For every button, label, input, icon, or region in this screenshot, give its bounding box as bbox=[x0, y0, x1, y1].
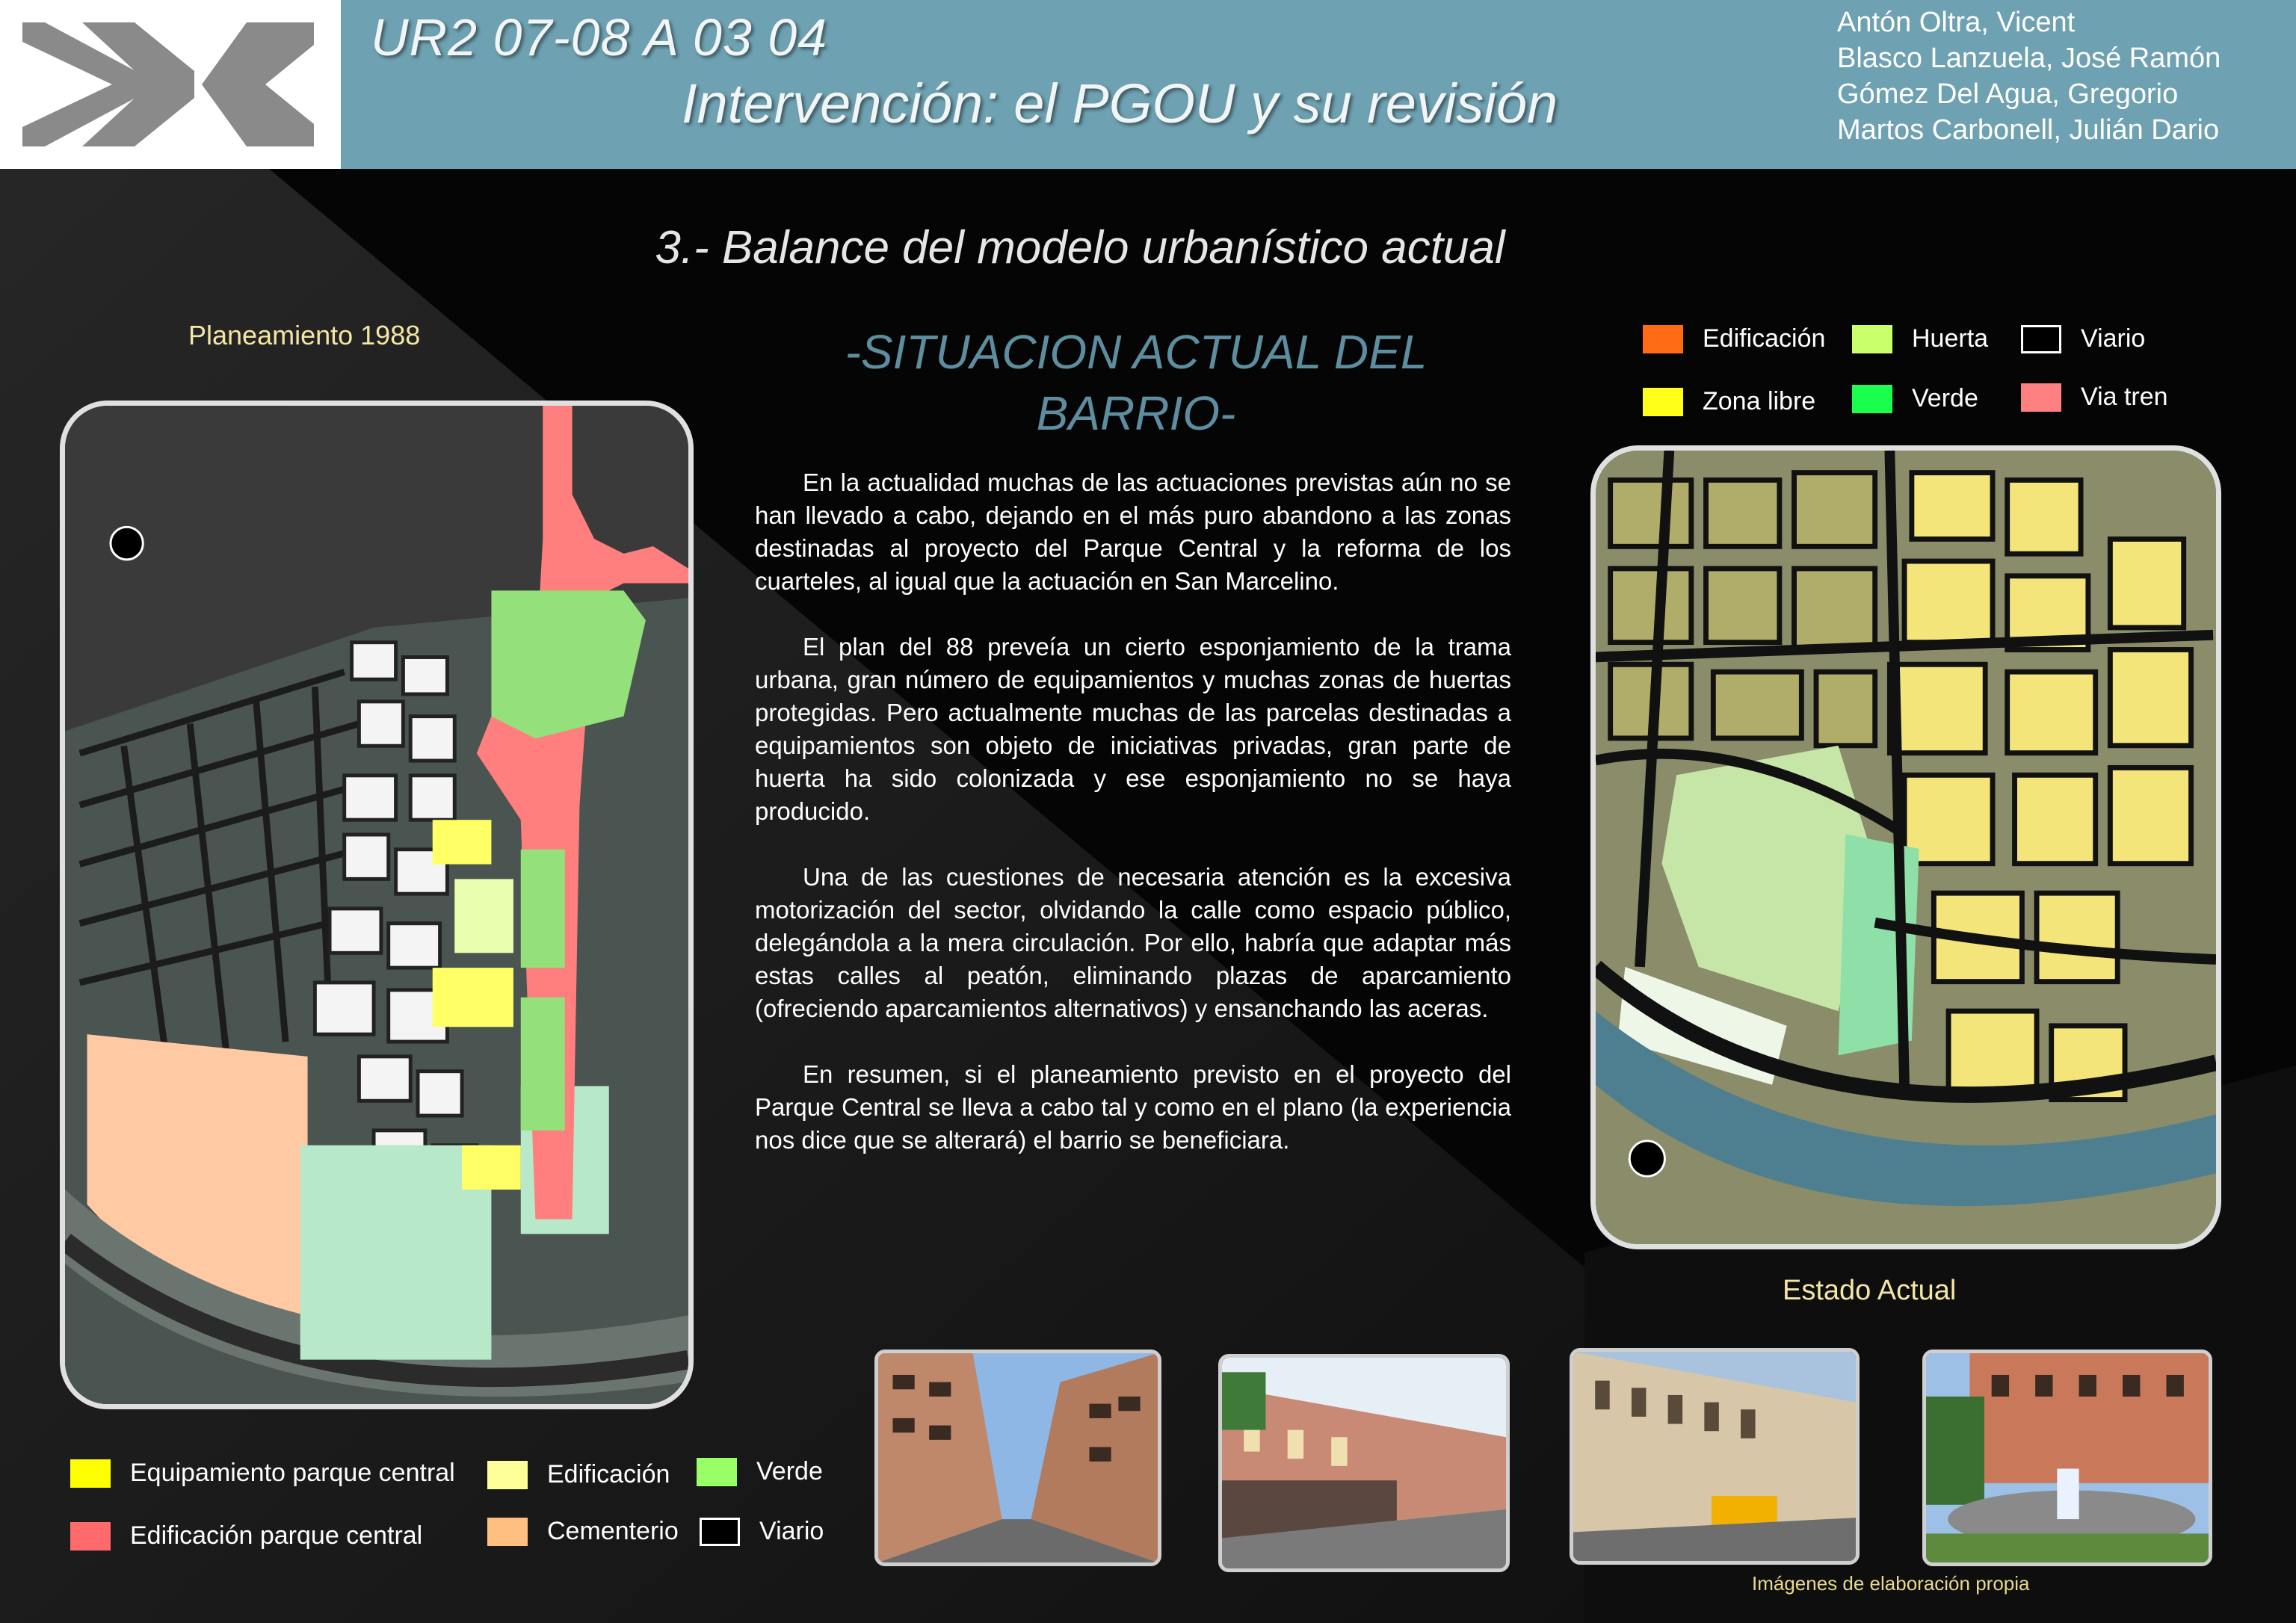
legend-swatch bbox=[487, 1461, 528, 1489]
legend-item-viario: Viario bbox=[2021, 324, 2145, 353]
legend-item-cementerio: Cementerio bbox=[487, 1517, 679, 1546]
paragraph: En la actualidad muchas de las actuaciones previstas aún no se han llevado a cabo, dejando en el más puro abandono a las zonas destinadas al proyecto del Parque Central y la reforma de los cuarteles, al igual que la actuación en San Marcelino. bbox=[755, 469, 1511, 595]
paragraph: En resumen, si el planeamiento previsto en el proyecto del Parque Central se lleva a cabo tal y como en el plano (la experiencia nos dice que se alterará) el barrio se beneficiara. bbox=[755, 1060, 1511, 1154]
author-name: Blasco Lanzuela, José Ramón bbox=[1837, 43, 2221, 74]
image-credit: Imágenes de elaboración propia bbox=[1752, 1572, 2030, 1595]
paragraph: Una de las cuestiones de necesaria atención es la excesiva motorización del sector, olvidando la calle como espacio público, delegándola a la mera circulación. Por ello, habría que adaptar más estas calles al peatón, eliminando plazas de aparcamiento (ofreciendo aparcamientos alternativos) y ensanchando las aceras. bbox=[755, 863, 1511, 1022]
legend-item-edificacion: Edificación bbox=[1643, 324, 1825, 353]
legend-swatch bbox=[2021, 325, 2061, 353]
right-map-label: Estado Actual bbox=[1783, 1275, 1957, 1306]
left-map-label: Planeamiento 1988 bbox=[188, 320, 421, 350]
street-photo bbox=[1218, 1354, 1510, 1572]
legend-swatch bbox=[700, 1518, 740, 1546]
planning-1988-map bbox=[60, 401, 694, 1409]
authors-list bbox=[1837, 4, 2286, 148]
legend-item-zona-libre: Zona libre bbox=[1643, 387, 1815, 416]
legend-item-edificacion-parque-central: Edificación parque central bbox=[70, 1521, 422, 1551]
north-compass bbox=[111, 527, 143, 560]
legend-item-viario: Viario bbox=[700, 1517, 824, 1546]
legend-swatch bbox=[1852, 385, 1892, 413]
legend-item-edificacion: Edificación bbox=[487, 1460, 670, 1489]
legend-swatch bbox=[1643, 325, 1683, 353]
current-state-map bbox=[1590, 445, 2221, 1249]
street-photo bbox=[1570, 1348, 1860, 1565]
course-code: UR2 07-08 A 03 04 bbox=[371, 8, 828, 67]
author-name: Martos Carbonell, Julián Dario bbox=[1837, 114, 2220, 146]
section-title: 3.- Balance del modelo urbanístico actual bbox=[655, 222, 1505, 273]
north-compass bbox=[1629, 1141, 1664, 1176]
street-photo bbox=[874, 1350, 1161, 1566]
legend-item-huerta: Huerta bbox=[1852, 324, 1988, 353]
subheading: -SITUACION ACTUAL DEL BARRIO- bbox=[845, 325, 1428, 440]
legend-item-verde: Verde bbox=[697, 1457, 823, 1486]
author-name: Antón Oltra, Vicent bbox=[1837, 7, 2076, 38]
legend-swatch bbox=[2021, 383, 2061, 412]
legend-swatch bbox=[1852, 325, 1892, 353]
legend-swatch bbox=[487, 1518, 528, 1546]
legend-swatch bbox=[1643, 388, 1683, 416]
legend-swatch bbox=[70, 1522, 111, 1551]
header-bar bbox=[0, 0, 2296, 169]
paragraph: El plan del 88 preveía un cierto esponjamiento de la trama urbana, gran número de equipamientos y muchas zonas de huertas protegidas. Pero actualmente muchas de las parcelas destinadas a equipamientos son objeto de iniciativas privadas, gran parte de huerta ha sido colonizada y ese esponjamiento no se haya producido. bbox=[755, 633, 1511, 825]
logo bbox=[0, 0, 341, 169]
legend-swatch bbox=[70, 1459, 111, 1488]
body-text bbox=[755, 466, 1511, 1190]
legend-item-equipamiento-parque-central: Equipamiento parque central bbox=[70, 1459, 455, 1488]
legend-swatch bbox=[697, 1458, 737, 1486]
header-title: Intervención: el PGOU y su revisión bbox=[682, 72, 1558, 135]
author-name: Gómez Del Agua, Gregorio bbox=[1837, 78, 2179, 110]
legend-item-verde: Verde bbox=[1852, 384, 1978, 413]
legend-item-via-tren: Via tren bbox=[2021, 383, 2168, 412]
street-photo bbox=[1922, 1350, 2212, 1566]
